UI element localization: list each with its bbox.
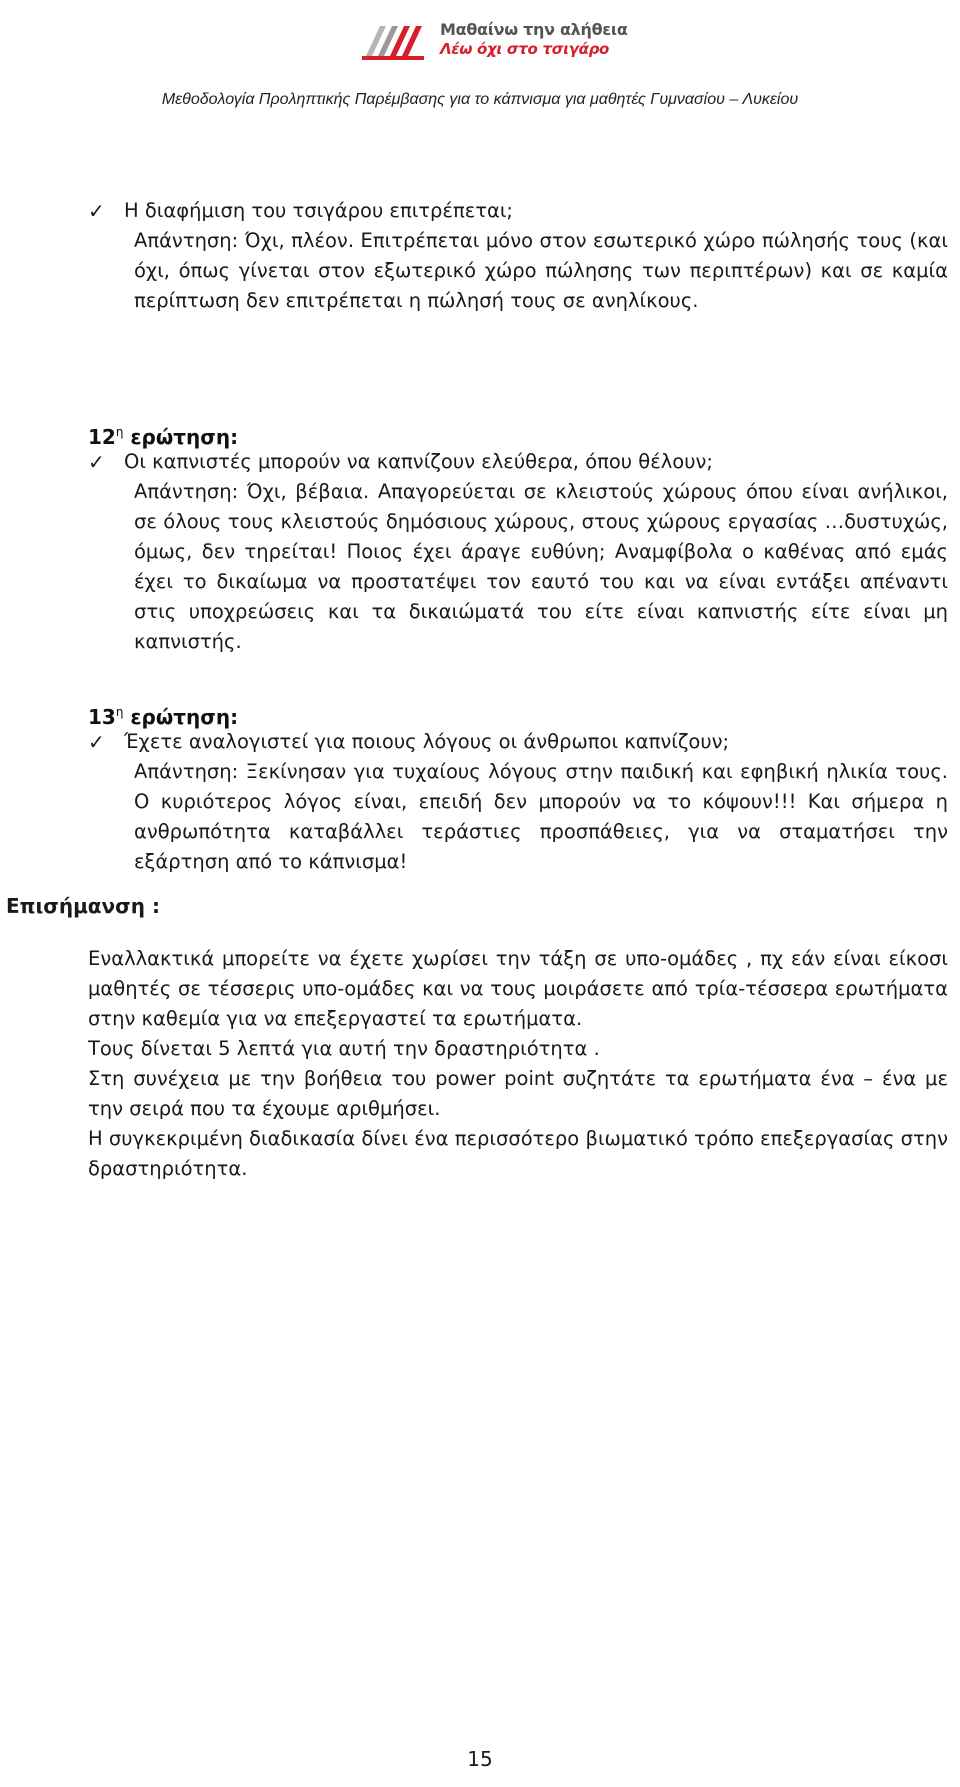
note-body bbox=[88, 944, 948, 1184]
question-label: ερώτηση: bbox=[130, 425, 239, 449]
question-text: Έχετε αναλογιστεί για ποιους λόγους οι άνθρωποι καπνίζουν; bbox=[124, 730, 730, 753]
ordinal-suffix: η bbox=[115, 705, 124, 719]
question-label: ερώτηση: bbox=[130, 705, 239, 729]
note-paragraph-1: Εναλλακτικά μπορείτε να έχετε χωρίσει την τάξη σε υπο-ομάδες , πχ εάν είναι είκοσι μαθητές σε τέσσερις υπο-ομάδες και να τους μοιράσετε από τρία-τέσσερα ερωτήματα στην καθεμία για να επεξεργαστεί τα ερωτήματα. bbox=[88, 947, 948, 1030]
note-label: Επισήμανση : bbox=[6, 894, 160, 918]
note-paragraph-3: Στη συνέχεια με την βοήθεια του power point συζητάτε τα ερωτήματα ένα – ένα με την σειρά που τα έχουμε αριθμήσει. bbox=[88, 1067, 948, 1120]
question-number: 13 bbox=[88, 705, 116, 729]
note-paragraph-2: Τους δίνεται 5 λεπτά για αυτή την δραστηριότητα . bbox=[88, 1037, 600, 1060]
logo bbox=[362, 14, 628, 64]
checkmark-icon: ✓ bbox=[88, 199, 105, 223]
checkmark-icon: ✓ bbox=[88, 450, 105, 474]
question-item-12 bbox=[88, 447, 948, 657]
header-subtitle: Μεθοδολογία Προληπτικής Παρέμβασης για το κάπνισμα για μαθητές Γυμνασίου – Λυκείου bbox=[161, 91, 799, 108]
question-item-advertising bbox=[88, 196, 948, 316]
checkmark-icon: ✓ bbox=[88, 730, 105, 754]
question-text: Η διαφήμιση του τσιγάρου επιτρέπεται; bbox=[124, 199, 514, 222]
question-number: 12 bbox=[88, 425, 116, 449]
answer-text: Απάντηση: Ξεκίνησαν για τυχαίους λόγους στην παιδική και εφηβική ηλικία τους. Ο κυριότερος λόγος είναι, επειδή δεν μπορούν να το κόψουν!!! Και σήμερα η ανθρωπότητα καταβάλλει τεράστιες προσπάθειες, για να σταματήσει την εξάρτηση από το κάπνισμα! bbox=[134, 760, 948, 873]
logo-slogan: Λέω όχι στο τσιγάρο bbox=[440, 40, 610, 58]
question-text: Οι καπνιστές μπορούν να καπνίζουν ελεύθερα, όπου θέλουν; bbox=[124, 450, 713, 473]
ordinal-suffix: η bbox=[115, 425, 124, 439]
answer-text: Απάντηση: Όχι, βέβαια. Απαγορεύεται σε κλειστούς χώρους όπου είναι ανήλικοι, σε όλους τους κλειστούς δημόσιους χώρους, στους χώρους εργασίας …δυστυχώς, όμως, δεν τηρείται! Ποιος έχει άραγε ευθύνη; Αναμφίβολα ο καθένας από εμάς έχει το δικαίωμα να προστατέψει τον εαυτό του και να είναι εντάξει απέναντι στις υποχρεώσεις και τα δικαιώματά του είτε είναι καπνιστής είτε είναι μη καπνιστής. bbox=[134, 480, 948, 653]
note-paragraph-4: Η συγκεκριμένη διαδικασία δίνει ένα περισσότερο βιωματικό τρόπο επεξεργασίας στην δραστηριότητα. bbox=[88, 1127, 948, 1180]
question-item-13 bbox=[88, 727, 948, 877]
logo-title: Μαθαίνω την αλήθεια bbox=[440, 20, 628, 39]
logo-mark-icon bbox=[362, 18, 432, 62]
page-number: 15 bbox=[467, 1747, 493, 1771]
answer-text: Απάντηση: Όχι, πλέον. Επιτρέπεται μόνο στον εσωτερικό χώρο πώλησής τους (και όχι, όπως γίνεται στον εξωτερικό χώρο πώλησης των περιπτέρων) και σε καμία περίπτωση δεν επιτρέπεται η πώλησή τους σε ανηλίκους. bbox=[134, 229, 948, 312]
